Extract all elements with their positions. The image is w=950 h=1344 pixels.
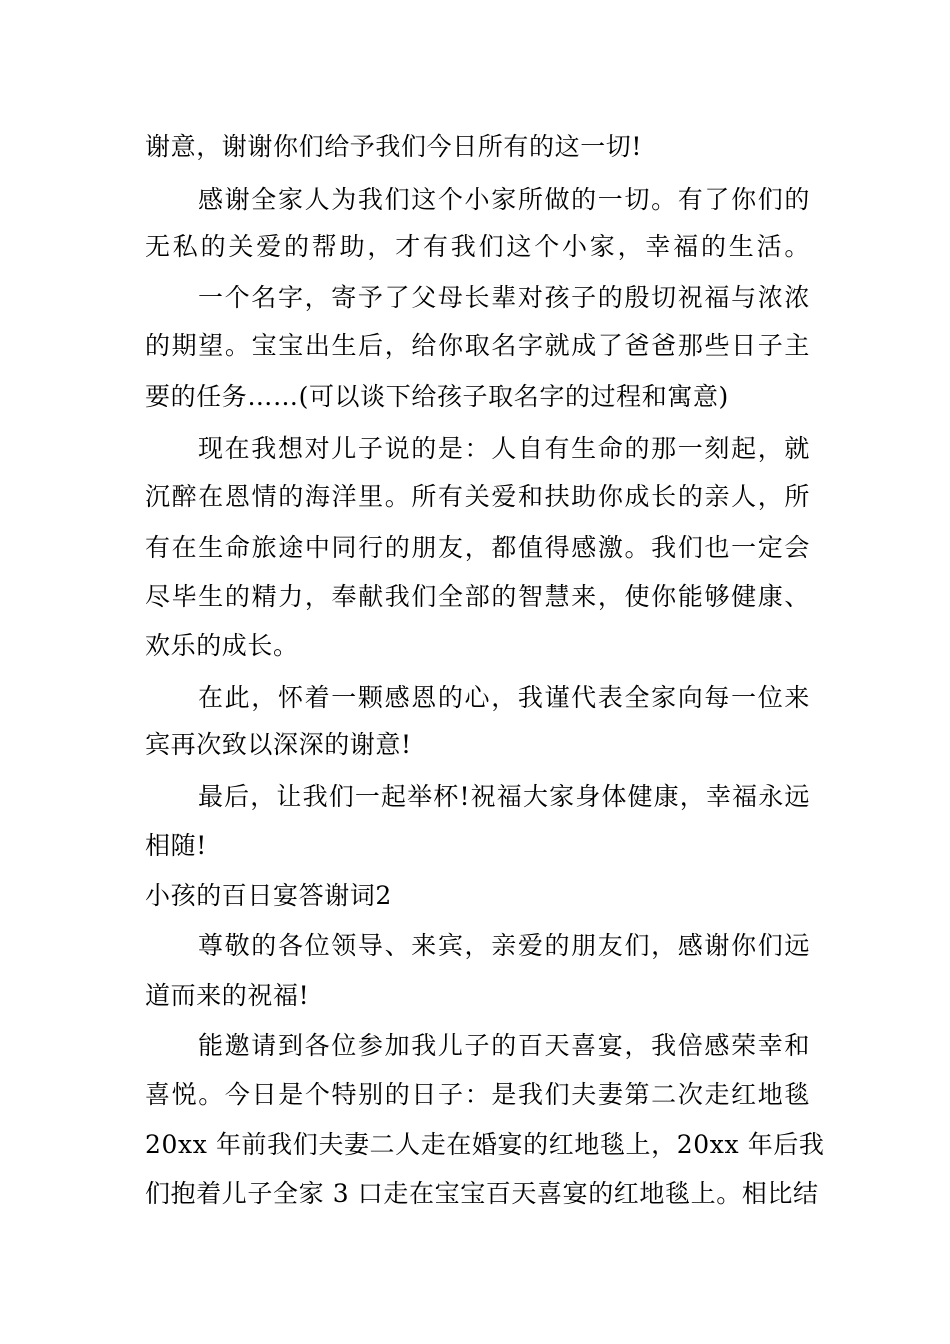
- text-line: 尽毕生的精力，奉献我们全部的智慧来，使你能够健康、: [145, 582, 810, 611]
- text-line: 宾再次致以深深的谢意!: [145, 730, 412, 759]
- paragraph-first-line: 现在我想对儿子说的是：人自有生命的那一刻起，就: [198, 434, 810, 463]
- section-heading: 小孩的百日宴答谢词2: [145, 881, 392, 910]
- text-line: 沉醉在恩情的海洋里。所有关爱和扶助你成长的亲人，所: [145, 482, 810, 511]
- paragraph-first-line: 最后，让我们一起举杯!祝福大家身体健康，幸福永远: [198, 782, 810, 811]
- paragraph-first-line: 能邀请到各位参加我儿子的百天喜宴，我倍感荣幸和: [198, 1031, 810, 1060]
- text-line: 要的任务……(可以谈下给孩子取名字的过程和寓意): [145, 382, 729, 411]
- text-line: 喜悦。今日是个特别的日子：是我们夫妻第二次走红地毯: [145, 1080, 810, 1109]
- text-line: 的期望。宝宝出生后，给你取名字就成了爸爸那些日子主: [145, 331, 810, 360]
- paragraph-first-line: 一个名字，寄予了父母长辈对孩子的殷切祝福与浓浓: [198, 283, 810, 312]
- text-line: 欢乐的成长。: [145, 631, 299, 660]
- paragraph-first-line: 在此，怀着一颗感恩的心，我谨代表全家向每一位来: [198, 683, 810, 712]
- paragraph-first-line: 感谢全家人为我们这个小家所做的一切。有了你们的: [198, 185, 810, 214]
- text-line: 谢意，谢谢你们给予我们今日所有的这一切!: [145, 132, 643, 161]
- paragraph-first-line: 尊敬的各位领导、来宾，亲爱的朋友们，感谢你们远: [198, 931, 810, 960]
- text-line: 无私的关爱的帮助，才有我们这个小家，幸福的生活。: [145, 232, 810, 261]
- text-line: 20xx 年前我们夫妻二人走在婚宴的红地毯上，20xx 年后我: [145, 1130, 825, 1159]
- text-line: 们抱着儿子全家 3 口走在宝宝百天喜宴的红地毯上。相比结: [145, 1179, 819, 1208]
- text-line: 道而来的祝福!: [145, 981, 310, 1010]
- text-line: 有在生命旅途中同行的朋友，都值得感激。我们也一定会: [145, 533, 810, 562]
- text-line: 相随!: [145, 831, 207, 860]
